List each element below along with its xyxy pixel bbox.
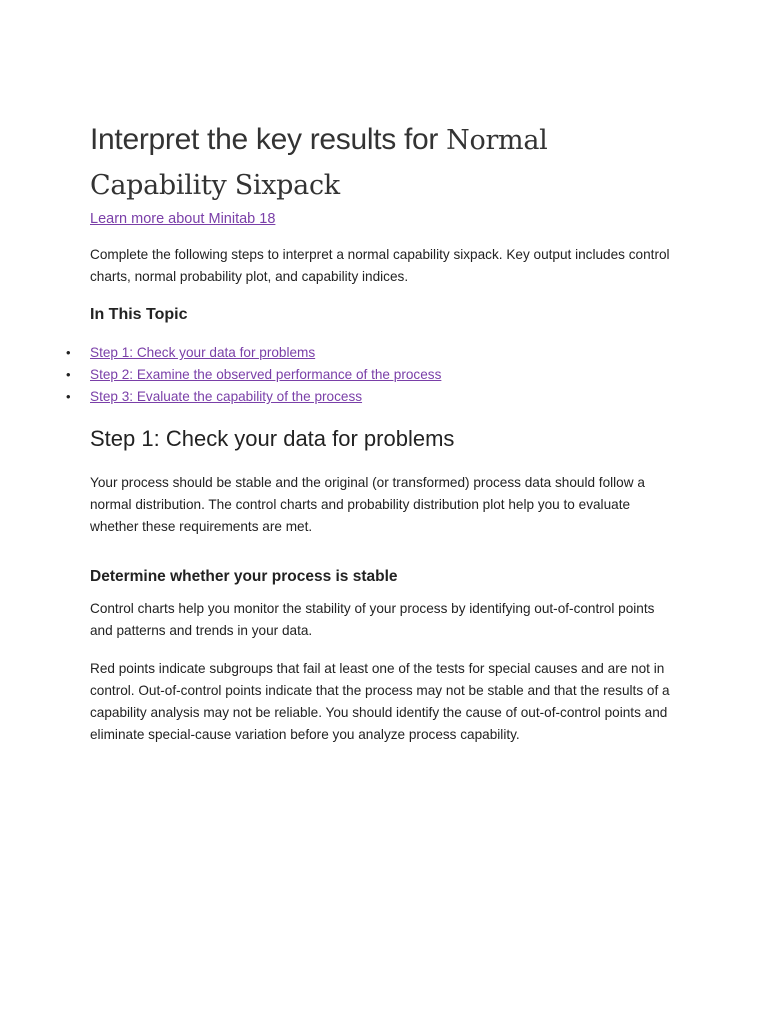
bullet-icon: • bbox=[66, 345, 71, 360]
stability-subheading: Determine whether your process is stable bbox=[90, 568, 398, 585]
page-title bbox=[90, 118, 680, 208]
bullet-icon: • bbox=[66, 367, 71, 382]
topic-link-step-1[interactable]: Step 1: Check your data for problems bbox=[90, 345, 316, 360]
learn-more-link[interactable]: Learn more about Minitab 18 bbox=[90, 211, 276, 227]
topic-list-item bbox=[66, 364, 680, 386]
step-1-heading: Step 1: Check your data for problems bbox=[90, 426, 455, 451]
page-title-line2: Capability Sixpack bbox=[90, 170, 340, 201]
page-title-serif-word: Normal bbox=[446, 125, 548, 156]
page-title-main: Interpret the key results for bbox=[90, 123, 447, 156]
topic-link-step-2[interactable]: Step 2: Examine the observed performance of the process bbox=[90, 367, 442, 382]
bullet-icon: • bbox=[66, 389, 71, 404]
red-points-paragraph: Red points indicate subgroups that fail at least one of the tests for special causes and are not in control. Out-of-control points indicate that the process may not be stable and that the results of a capability analysis may not be reliable. You should identify the cause of out-of-control points and eliminate special-cause variation before you analyze process capability. bbox=[90, 661, 670, 742]
control-charts-paragraph: Control charts help you monitor the stability of your process by identifying out-of-control points and patterns and trends in your data. bbox=[90, 601, 655, 638]
topic-list-item bbox=[66, 386, 680, 408]
topic-list bbox=[66, 342, 680, 408]
topic-link-step-3[interactable]: Step 3: Evaluate the capability of the process bbox=[90, 389, 363, 404]
in-this-topic-heading: In This Topic bbox=[90, 306, 188, 323]
intro-paragraph: Complete the following steps to interpret a normal capability sixpack. Key output includes control charts, normal probability plot, and capability indices. bbox=[90, 247, 670, 284]
document-page bbox=[66, 118, 680, 746]
topic-list-item bbox=[66, 342, 680, 364]
step-1-paragraph: Your process should be stable and the original (or transformed) process data should follow a normal distribution. The control charts and probability distribution plot help you to evaluate whether these requirements are met. bbox=[90, 475, 645, 534]
